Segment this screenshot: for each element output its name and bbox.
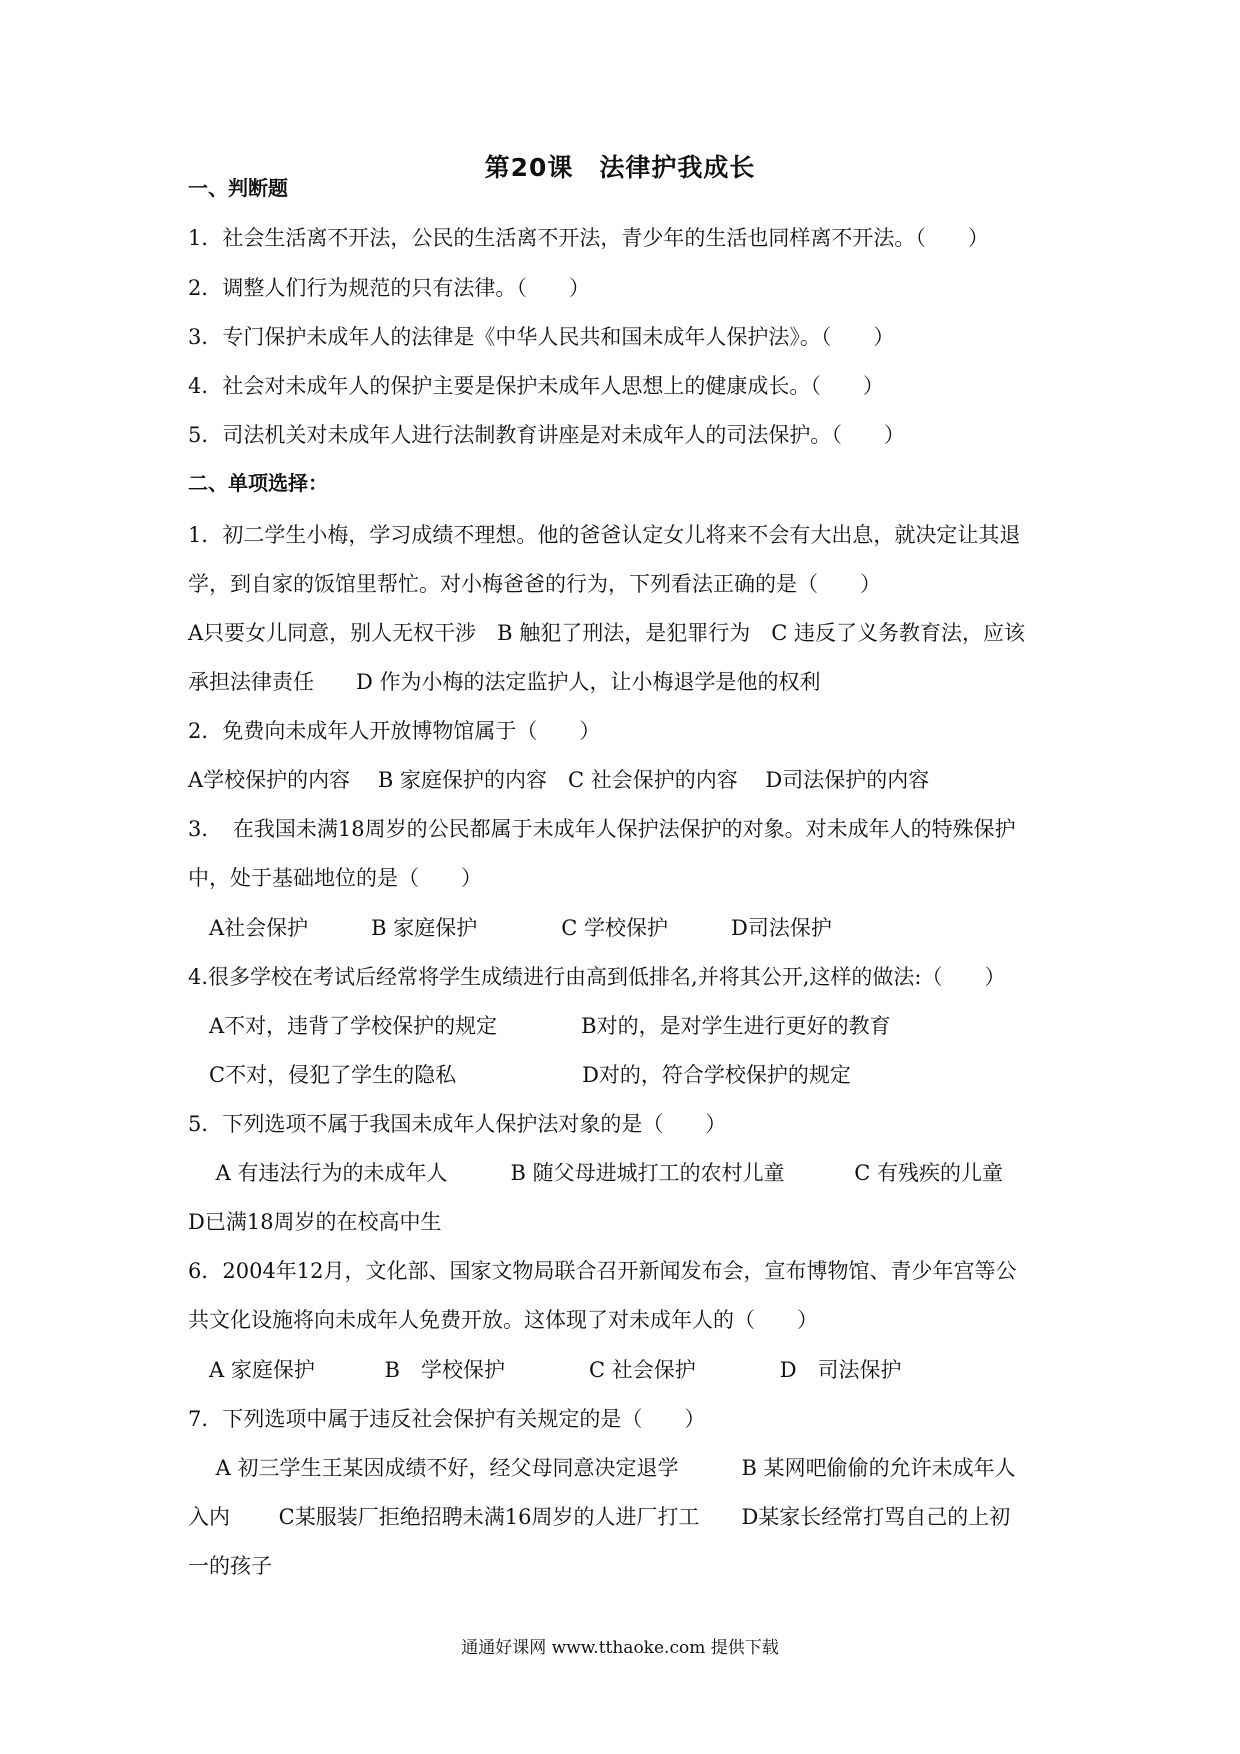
question-3-line-1: 3． 在我国未满18周岁的公民都属于未成年人保护法保护的对象。对未成年人的特殊保护 [188,817,1016,841]
question-2-stem: 2．免费向未成年人开放博物馆属于（ ） [188,719,601,743]
question-7-options-3: 一的孩子 [188,1554,272,1578]
question-1-options-2: 承担法律责任 D 作为小梅的法定监护人，让小梅退学是他的权利 [188,670,821,694]
question-5-options-1: A 有违法行为的未成年人 B 随父母进城打工的农村儿童 C 有残疾的儿童 [188,1161,1004,1185]
question-3-line-2: 中，处于基础地位的是（ ） [188,866,482,890]
true-false-item-4: 4．社会对未成年人的保护主要是保护未成年人思想上的健康成长。（ ） [188,374,884,398]
question-3-options: A社会保护 B 家庭保护 C 学校保护 D司法保护 [188,916,832,940]
section2-heading: 二、单项选择： [188,471,328,495]
question-1-options-1: A只要女儿同意，别人无权干涉 B 触犯了刑法，是犯罪行为 C 违反了义务教育法，应该 [188,621,1026,645]
question-1-line-2: 学，到自家的饭馆里帮忙。对小梅爸爸的行为，下列看法正确的是（ ） [188,572,881,596]
true-false-item-1: 1．社会生活离不开法，公民的生活离不开法，青少年的生活也同样离不开法。（ ） [188,226,989,250]
lesson-title: 第20课 法律护我成长 [484,153,756,182]
question-6-line-2: 共文化设施将向未成年人免费开放。这体现了对未成年人的（ ） [188,1308,818,1332]
download-footer: 通通好课网 www.tthaoke.com 提供下载 [461,1638,779,1658]
question-4-stem: 4.很多学校在考试后经常将学生成绩进行由高到低排名,并将其公开,这样的做法:（ ） [188,965,1006,989]
question-6-options: A 家庭保护 B 学校保护 C 社会保护 D 司法保护 [188,1358,902,1382]
true-false-item-3: 3．专门保护未成年人的法律是《中华人民共和国未成年人保护法》。（ ） [188,325,895,349]
question-5-stem: 5．下列选项不属于我国未成年人保护法对象的是（ ） [188,1112,727,1136]
question-1-line-1: 1．初二学生小梅，学习成绩不理想。他的爸爸认定女儿将来不会有大出息，就决定让其退 [188,523,1021,547]
section1-heading: 一、判断题 [188,176,288,200]
question-7-options-2: 入内 C某服装厂拒绝招聘未满16周岁的人进厂打工 D某家长经常打骂自己的上初 [188,1505,1011,1529]
true-false-item-5: 5．司法机关对未成年人进行法制教育讲座是对未成年人的司法保护。（ ） [188,423,905,447]
question-5-options-2: D已满18周岁的在校高中生 [188,1210,442,1234]
question-4-options-2: C不对，侵犯了学生的隐私 D对的，符合学校保护的规定 [188,1063,851,1087]
true-false-item-2: 2．调整人们行为规范的只有法律。（ ） [188,276,590,300]
question-6-line-1: 6．2004年12月，文化部、国家文物局联合召开新闻发布会，宣布博物馆、青少年宫等公 [188,1259,1017,1283]
question-7-options-1: A 初三学生王某因成绩不好，经父母同意决定退学 B 某网吧偷偷的允许未成年人 [188,1456,1016,1480]
question-2-options: A学校保护的内容 B 家庭保护的内容 C 社会保护的内容 D司法保护的内容 [188,768,930,792]
question-7-stem: 7．下列选项中属于违反社会保护有关规定的是（ ） [188,1407,706,1431]
question-4-options-1: A不对，违背了学校保护的规定 B对的，是对学生进行更好的教育 [188,1014,891,1038]
